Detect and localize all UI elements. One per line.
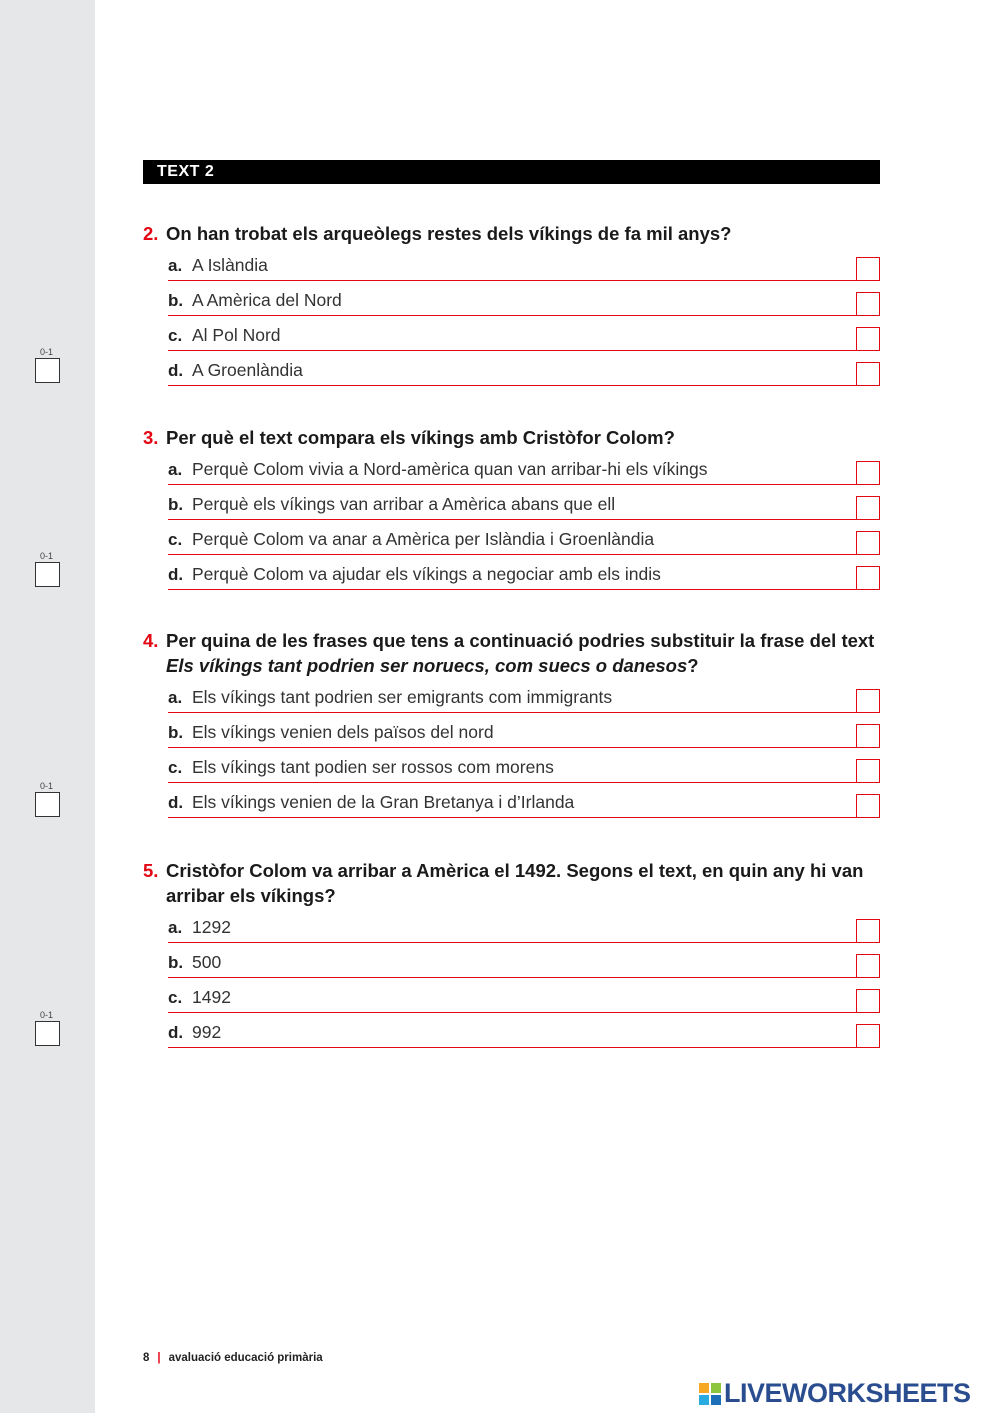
option-text: A Amèrica del Nord — [192, 290, 342, 310]
score-label: 0-1 — [40, 781, 54, 791]
answer-checkbox[interactable] — [856, 362, 880, 386]
option-letter: d. — [168, 361, 184, 380]
score-label: 0-1 — [40, 551, 54, 561]
answer-checkbox[interactable] — [856, 327, 880, 351]
option-d[interactable] — [168, 783, 880, 818]
question-text: On han trobat els arqueòlegs restes dels víkings de fa mil anys? — [166, 223, 732, 244]
answer-checkbox[interactable] — [856, 1024, 880, 1048]
question-text: Per què el text compara els víkings amb Cristòfor Colom? — [166, 427, 675, 448]
score-label: 0-1 — [40, 1010, 54, 1020]
question-number: 2. — [143, 223, 159, 244]
question-title — [143, 858, 880, 908]
margin-strip — [0, 0, 95, 1413]
score-box-q3 — [35, 551, 60, 587]
section-header: TEXT 2 — [143, 160, 880, 184]
option-letter: c. — [168, 530, 183, 549]
options-list — [143, 450, 880, 590]
option-text: Perquè Colom va ajudar els víkings a negociar amb els indis — [192, 564, 661, 584]
answer-checkbox[interactable] — [856, 531, 880, 555]
option-c[interactable] — [168, 520, 880, 555]
option-letter: a. — [168, 688, 183, 707]
answer-checkbox[interactable] — [856, 292, 880, 316]
option-d[interactable] — [168, 1013, 880, 1048]
question-text-pre: Per quina de les frases que tens a continuació podries substituir la frase del text — [166, 630, 875, 651]
option-b[interactable] — [168, 281, 880, 316]
option-a[interactable] — [168, 908, 880, 943]
option-letter: c. — [168, 758, 183, 777]
score-input[interactable] — [35, 792, 60, 817]
option-letter: b. — [168, 953, 184, 972]
option-text: Perquè Colom va anar a Amèrica per Islàndia i Groenlàndia — [192, 529, 655, 549]
score-box-q2 — [35, 347, 60, 383]
brand-name: LIVEWORKSHEETS — [724, 1378, 971, 1408]
page-footer — [143, 1352, 323, 1364]
question-title — [143, 425, 880, 450]
option-text: Els víkings tant podrien ser emigrants com immigrants — [192, 687, 613, 707]
liveworksheets-logo — [698, 1378, 971, 1409]
option-text: Al Pol Nord — [192, 325, 281, 345]
option-c[interactable] — [168, 978, 880, 1013]
option-text: Els víkings tant podien ser rossos com morens — [192, 757, 554, 777]
option-text: 500 — [192, 952, 222, 972]
question-text — [166, 628, 880, 678]
answer-checkbox[interactable] — [856, 461, 880, 485]
option-letter: b. — [168, 723, 184, 742]
answer-checkbox[interactable] — [856, 689, 880, 713]
option-letter: a. — [168, 918, 183, 937]
answer-checkbox[interactable] — [856, 989, 880, 1013]
option-letter: d. — [168, 565, 184, 584]
answer-checkbox[interactable] — [856, 724, 880, 748]
page-number: 8 — [143, 1352, 150, 1364]
option-letter: c. — [168, 326, 183, 345]
options-list — [143, 678, 880, 818]
question-text: Cristòfor Colom va arribar a Amèrica el 1492. Segons el text, en quin any hi van arribar els víkings? — [166, 860, 864, 906]
option-text: 992 — [192, 1022, 222, 1042]
option-c[interactable] — [168, 748, 880, 783]
question-title — [143, 221, 880, 246]
option-b[interactable] — [168, 713, 880, 748]
score-input[interactable] — [35, 1021, 60, 1046]
question-title — [143, 628, 880, 678]
question-text-post: ? — [687, 655, 699, 676]
answer-checkbox[interactable] — [856, 496, 880, 520]
option-a[interactable] — [168, 246, 880, 281]
answer-checkbox[interactable] — [856, 566, 880, 590]
logo-grid-icon — [698, 1382, 722, 1406]
option-letter: d. — [168, 793, 184, 812]
score-input[interactable] — [35, 358, 60, 383]
question-number: 3. — [143, 427, 159, 448]
answer-checkbox[interactable] — [856, 919, 880, 943]
option-text: A Groenlàndia — [192, 360, 303, 380]
option-text: 1492 — [192, 987, 231, 1007]
option-letter: b. — [168, 495, 184, 514]
option-letter: c. — [168, 988, 183, 1007]
option-text: Perquè Colom vivia a Nord-amèrica quan van arribar-hi els víkings — [192, 459, 708, 479]
question-number: 5. — [143, 860, 159, 881]
option-letter: a. — [168, 256, 183, 275]
answer-checkbox[interactable] — [856, 794, 880, 818]
option-c[interactable] — [168, 316, 880, 351]
answer-checkbox[interactable] — [856, 759, 880, 783]
option-d[interactable] — [168, 555, 880, 590]
answer-checkbox[interactable] — [856, 257, 880, 281]
options-list — [143, 908, 880, 1048]
question-text-quote: Els víkings tant podrien ser noruecs, com suecs o danesos — [166, 655, 688, 676]
answer-checkbox[interactable] — [856, 954, 880, 978]
score-box-q4 — [35, 781, 60, 817]
option-b[interactable] — [168, 943, 880, 978]
option-letter: d. — [168, 1023, 184, 1042]
question-3 — [143, 425, 880, 590]
question-number: 4. — [143, 630, 159, 651]
option-b[interactable] — [168, 485, 880, 520]
question-5 — [143, 858, 880, 1048]
score-input[interactable] — [35, 562, 60, 587]
option-text: Els víkings venien dels països del nord — [192, 722, 494, 742]
footer-text: avaluació educació primària — [168, 1352, 323, 1364]
option-text: Els víkings venien de la Gran Bretanya i d’Irlanda — [192, 792, 575, 812]
option-text: Perquè els víkings van arribar a Amèrica abans que ell — [192, 494, 616, 514]
option-a[interactable] — [168, 678, 880, 713]
options-list — [143, 246, 880, 386]
option-text: A Islàndia — [192, 255, 268, 275]
option-text: 1292 — [192, 917, 231, 937]
score-label: 0-1 — [40, 347, 54, 357]
question-2 — [143, 221, 880, 386]
question-4 — [143, 628, 880, 818]
option-a[interactable] — [168, 450, 880, 485]
footer-separator: | — [157, 1352, 161, 1364]
option-letter: a. — [168, 460, 183, 479]
score-box-q5 — [35, 1010, 60, 1046]
option-d[interactable] — [168, 351, 880, 386]
option-letter: b. — [168, 291, 184, 310]
